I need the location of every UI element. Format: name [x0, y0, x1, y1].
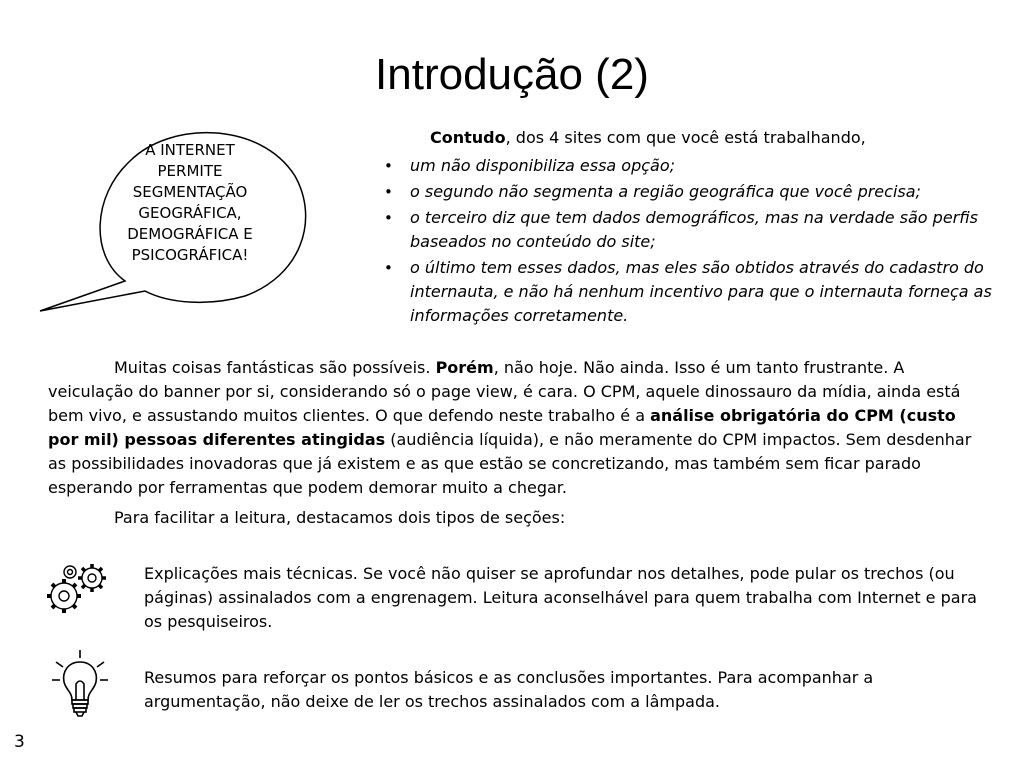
bullet-item: • o terceiro diz que tem dados demográficos, mas na verdade são perfis baseados no conteúdo do site; [378, 206, 998, 254]
contudo-lead [430, 127, 866, 149]
para-text: , não hoje. Não ainda. Isso é um tanto frustrante. A veiculação do banner por si, considerando só o page view, é cara. O CPM, aquele dinossauro da mídia, ainda está bem vivo, e assustando muitos clientes. O que defendo neste trabalho é a [48, 358, 961, 425]
bullet-item: • um não disponibiliza essa opção; [378, 154, 998, 178]
para-text: Muitas coisas fantásticas são possíveis. [114, 358, 436, 377]
bullet-item: • o último tem esses dados, mas eles são obtidos através do cadastro do internauta, e não há nenhum incentivo para que o internauta forneça as informações corretamente. [378, 256, 998, 328]
bubble-line: DEMOGRÁFICA E [127, 225, 253, 243]
bubble-line: PERMITE [157, 162, 223, 180]
summary-section-text: Resumos para reforçar os pontos básicos e as conclusões importantes. Para acompanhar a argumentação, não deixe de ler os trechos assinalados com a lâmpada. [144, 668, 874, 711]
page-number: 3 [14, 732, 25, 752]
gears-icon [44, 558, 114, 618]
speech-bubble-text [120, 140, 260, 266]
para-bold: análise obrigatória do CPM (custo por mil) pessoas diferentes atingidas [48, 406, 956, 449]
contudo-bold: Contudo [430, 128, 506, 147]
contudo-rest: , dos 4 sites com que você está trabalhando, [505, 128, 866, 147]
bullet-item: • o segundo não segmenta a região geográfica que você precisa; [378, 180, 998, 204]
bubble-line: GEOGRÁFICA, [138, 204, 242, 222]
technical-section-text: Explicações mais técnicas. Se você não quiser se aprofundar nos detalhes, pode pular os trechos (ou páginas) assinalados com a engrenagem. Leitura aconselhável para quem trabalha com Internet e para os pesquiseiros. [144, 564, 977, 631]
para-bold: Porém [435, 358, 494, 377]
slide-title: Introdução (2) [375, 50, 649, 99]
main-paragraph [48, 356, 988, 500]
bubble-line: A INTERNET [145, 141, 235, 159]
bubble-line: PSICOGRÁFICA! [131, 246, 249, 264]
sections-intro: Para facilitar a leitura, destacamos dois tipos de seções: [114, 508, 566, 527]
lightbulb-icon [50, 648, 110, 720]
sites-bullet-list [378, 154, 998, 330]
para-text: (audiência líquida), e não meramente do CPM impactos. Sem desdenhar as possibilidades inovadoras que já existem e as que estão se concretizando, mas também sem ficar parado esperando por ferramentas que podem demorar muito a chegar. [48, 430, 972, 497]
bubble-line: SEGMENTAÇÃO [132, 183, 248, 201]
